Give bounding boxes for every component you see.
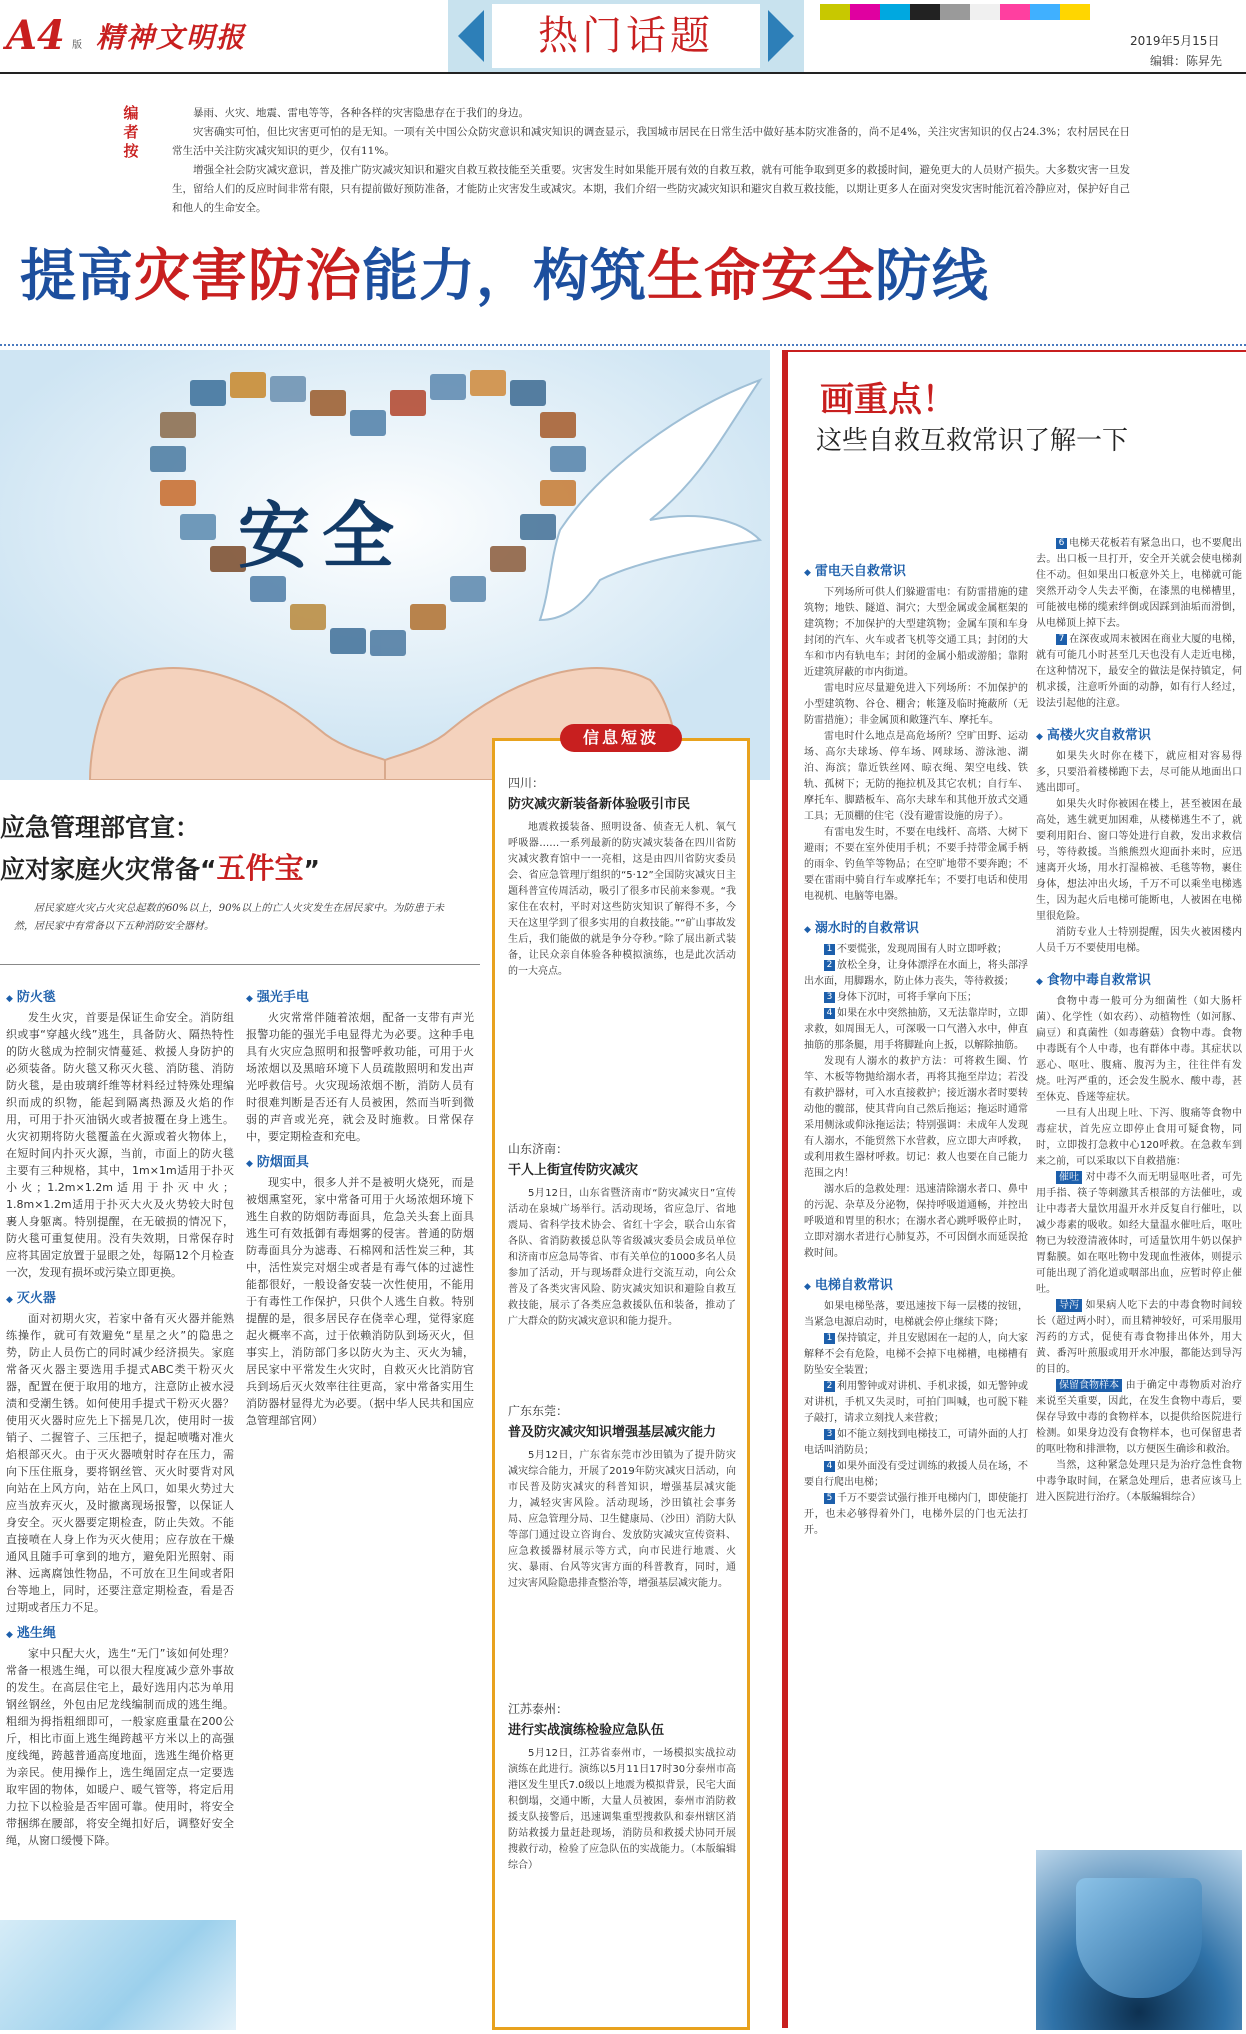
feature-paragraph: 发现有人溺水的救护方法：可将救生圈、竹竿、木板等物抛给溺水者，再将其拖至岸边；若没有救护器材，可入水直接救护；接近溺水者时要转动他的髋部，使其背向自己然后拖运；拖运时通常采用侧泳或仰泳拖运法；特别强调：未成年人发现有人溺水，不能贸然下水营救，应立即大声呼救，或利用救生器材呼救。切记：救人也要在自己能力范围之内！ <box>804 1056 1028 1179</box>
section-text: 现实中，很多人并不是被明火烧死，而是被烟熏窒死，家中常备可用于火场浓烟环境下逃生自救的防烟防毒面具，危急关头套上面具逃生可有效抵御有毒烟雾的侵害。普通的防烟防毒面具分为滤毒、石棉网和活性炭三种，其中，活性炭完对烟尘或者是有毒气体的过滤性能都很好，一般设备安装一次性使用，不能用于有毒性工作保护，只供个人逃生自救。特别提醒的是，很多居民存在侥幸心理，觉得家庭起火概率不高，过于依赖消防队到场灭火，但事实上，消防部门多以防火为主、灭火为辅，居民家中平常发生火灾时，自救灭火比消防官兵到场后灭火效率往往更高，家中常备实用生消防器材显得尤为必要。（据中华人民共和国应急管理部官网） <box>246 1176 474 1427</box>
section-title: 热门话题 <box>538 13 714 59</box>
feature-paragraph: 5 千万不要尝试强行推开电梯内门，即使能打开，也未必够得着外门，电梯外层的门也无法打开。 <box>804 1493 1028 1536</box>
article-column-2 <box>246 980 474 2020</box>
feature-section-heading: ◆ 雷电天自救常识 <box>804 560 1028 579</box>
news-headline: 普及防灾减灾知识增强基层减灾能力 <box>508 1425 717 1440</box>
news-item <box>508 1140 736 1330</box>
color-swatch <box>850 4 880 20</box>
section-title-box <box>492 4 760 68</box>
news-headline: 进行实战演练检验应急队伍 <box>508 1723 665 1738</box>
feature-paragraph: 2 放松全身，让身体漂浮在水面上，将头部浮出水面，用脚踢水，防止体力丧失，等待救援； <box>804 960 1028 987</box>
section-heading: ◆ 灭火器 <box>6 1287 234 1306</box>
feature-paragraph: 导泻 如果病人吃下去的中毒食物时间较长（超过两小时），而且精神较好，可采用服用泻药的方式，促使有毒食物排出体外，用大黄、番泻叶煎服或用开水冲服，都能达到导泻的目的。 <box>1036 1300 1242 1375</box>
feature-paragraph: 有雷电发生时，不要在电线杆、高塔、大树下避雨；不要在室外使用手机；不要手持带金属手柄的雨伞、钓鱼竿等物品；在空旷地带不要奔跑；不要在雷雨中骑自行车或摩托车；不要打电话和使用电视机、电脑等电器。 <box>804 827 1028 902</box>
feature-paragraph: 雷电时什么地点是高危场所？空旷田野、运动场、高尔夫球场、停车场、网球场、游泳池、湖泊、海滨；靠近铁丝网、晾衣绳、架空电线、铁轨、孤树下；无防的拖拉机及其它农机；自行车、摩托车、脚踏板车、高尔夫球车和其他开放式交通工具；无顶棚的住宅（没有避雷设施的房子）。 <box>804 731 1028 822</box>
feature-column-1 <box>804 548 1028 2028</box>
color-swatch <box>1000 4 1030 20</box>
page-suffix: 版 <box>72 40 82 51</box>
headline-divider <box>0 344 1246 346</box>
article-divider <box>0 964 480 965</box>
shield-icon <box>1076 1878 1202 1998</box>
feature-title: 这些自救互救常识了解一下 <box>816 426 1129 456</box>
banner-right-arrow-icon <box>768 10 794 62</box>
feature-paragraph: 2 利用警钟或对讲机、手机求援，如无警钟或对讲机，手机又失灵时，可拍门叫喊，也可脱下鞋子敲打，请求立刻找人来营救； <box>804 1381 1028 1424</box>
article-headline-line1: 应急管理部官宣： <box>0 813 201 842</box>
hero-title: 安全 <box>238 494 407 578</box>
section-text: 火灾常常伴随着浓烟，配备一支带有声光报警功能的强光手电显得尤为必要。这种手电具有火灾应急照明和报警呼救功能，可用于火场浓烟以及黑暗环境下人员疏散照明和发出声光呼救信号。火灾现场浓烟不断，消防人员有时很难判断是否还有人员被困，然而当听到微弱的声音或光亮，就会及时施救。日常保存中，要定期检查和充电。 <box>246 1011 474 1143</box>
section-heading: ◆ 逃生绳 <box>6 1622 234 1641</box>
step-number-badge: 5 <box>824 1493 835 1504</box>
color-swatch <box>970 4 1000 20</box>
step-number-badge: 3 <box>824 1429 835 1440</box>
feature-paragraph: 4 如果在水中突然抽筋，又无法靠岸时，立即求救，如周围无人，可深吸一口气潜入水中，伸直抽筋的那条腿，用手将脚趾向上扳，以解除抽筋。 <box>804 1008 1028 1051</box>
feature-paragraph: 消防专业人士特别提醒，因失火被困楼内人员千万不要使用电梯。 <box>1036 927 1242 954</box>
feature-section-heading: ◆ 高楼火灾自救常识 <box>1036 724 1242 743</box>
feature-paragraph: 1 不要慌张，发现周围有人时立即呼救； <box>804 942 1028 958</box>
headline-highlight: 灾害防治 <box>134 244 362 309</box>
method-tag: 保留食物样本 <box>1056 1379 1122 1392</box>
editor-note-paragraph: 灾害确实可怕，但比灾害更可怕的是无知。一项有关中国公众防灾意识和减灾知识的调查显示，我国城市居民在日常生活中做好基本防灾准备的，尚不足4%，关注灾害知识的仅占24.3%；农村居民在日常生活中关注防灾减灾知识的更少，仅有11%。 <box>172 126 1130 157</box>
feature-paragraph: 7 在深夜或周末被困在商业大厦的电梯，就有可能几小时甚至几天也没有人走近电梯，在这种情况下，最安全的做法是保持镇定，伺机求援，注意听外面的动静，如有行人经过，设法引起他的注意。 <box>1036 634 1242 709</box>
hero-illustration <box>0 350 770 780</box>
feature-paragraph: 保留食物样本 由于确定中毒物质对治疗来说至关重要，因此，在发生食物中毒后，要保存导致中毒的食物样本，以提供给医院进行检测。如果身边没有食物样本，也可保留患者的呕吐物和排泄物，以方便医生确诊和救治。 <box>1036 1380 1242 1455</box>
step-number-badge: 4 <box>824 1008 835 1019</box>
feature-paragraph: 下列场所可供人们躲避雷电：有防雷措施的建筑物；地铁、隧道、洞穴；大型金属或金属框架的建筑物；不加保护的大型建筑物；金属车顶和车身封闭的汽车、火车或者飞机等交通工具；封闭的大车和市内有轨电车；封闭的金属小船或游船；靠附近建筑屏蔽的市内街道。 <box>804 587 1028 678</box>
feature-section-heading: ◆ 电梯自救常识 <box>804 1274 1028 1293</box>
newspaper-logo: 精神文明报 <box>96 21 247 54</box>
news-briefs-label: 信息短波 <box>560 724 682 752</box>
masthead <box>0 0 1246 72</box>
news-text: 5月12日，广东省东莞市沙田镇为了提升防灾减灾综合能力，开展了2019年防灾减灾日活动，向市民普及防灾减灾的科普知识，增强基层减灾能力，减轻灾害风险。活动现场，沙田镇社会事务局、应急管理分局、卫生健康局、（沙田）消防大队等部门通过设立咨询台、发放防灾减灾宣传资料、应急救援器材展示等方式，向市民进行地震、火灾、暴雨、台风等灾害方面的科普教育，同时，通过灾害风险隐患排查整治等，增强基层减灾能力。 <box>508 1450 736 1589</box>
news-headline: 防灾减灾新装备新体验吸引市民 <box>508 797 691 812</box>
color-swatch <box>910 4 940 20</box>
editor-credit: 编辑：陈昇先 <box>1150 54 1223 68</box>
news-location: 四川： <box>508 776 545 790</box>
article-column-1 <box>6 980 234 2020</box>
section-text: 发生火灾，首要是保证生命安全。消防组织或事“穿越火线”逃生，具备防火、隔热特性的防火毯成为控制灾情蔓延、救援人身防护的必须装备。防火毯又称灭火毯、消防毯、消防防火毯，是由玻璃纤维等材料经过特殊处理编织而成的织物，能起到隔离热源及火焰的作用，可用于扑灭油锅火或者披覆在身上逃生。火灾初期将防火毯覆盖在火源或着火物体上，在短时间内扑灭火源，当前，市面上的防火毯主要有三种规格，其中，1m×1m适用于扑灭小火；1.2m×1.2m适用于扑灭中火；1.8m×1.2m适用于扑灭大火及火势较大时包裹人身躯离。特别提醒，在无破损的情况下，防火毯可重复使用。没有失效期，日常保存时应将其固定放置于显眼之处，每隔12个月检查一次，发现有损坏或污染立即更换。 <box>6 1011 234 1279</box>
section-banner <box>448 0 804 72</box>
step-number-badge: 3 <box>824 992 835 1003</box>
news-location: 山东济南： <box>508 1142 569 1156</box>
article-lead <box>14 900 444 936</box>
headline-part: 能力，构筑 <box>362 244 647 309</box>
section-text: 家中只配大火，选生“无门”该如何处理？常备一根逃生绳，可以很大程度减少意外事故的发生。在高层住宅上，最好选用内芯为单用钢丝钢丝，外包由尼龙线编制而成的逃生绳。粗细为拇指粗细即可，一般家庭重量在200公斤，相比市面上逃生绳跨越平方米以上的高强度线绳，跨越普通高度地面，选逃生绳价格更为亲民。使用操作上，选生绳固定点一定要选取牢固的物体，如暖户、暖气管等，将定后用力拉下以检验是否牢固可靠。使用时，将安全带捆绑在腰部，将安全绳扣好后，调整好安全绳，从窗口缓慢下降。 <box>6 1647 234 1847</box>
feature-paragraph: 4 如果外面没有受过训练的救援人员在场，不要自行爬出电梯； <box>804 1461 1028 1488</box>
section-heading: ◆ 强光手电 <box>246 986 474 1005</box>
method-tag: 导泻 <box>1056 1299 1082 1312</box>
feature-paragraph: 一旦有人出现上吐、下泻、腹痛等食物中毒症状，首先应立即停止食用可疑食物，同时，立即拨打急救中心120呼救。在急救车到来之前，可以采取以下自救措施： <box>1036 1108 1242 1167</box>
news-location: 广东东莞： <box>508 1404 569 1418</box>
issue-date: 2019年5月15日 <box>1130 34 1220 48</box>
main-headline <box>20 232 1246 312</box>
feature-paragraph: 雷电时应尽量避免进入下列场所：不加保护的小型建筑物、谷仓、棚舍；帐篷及临时掩蔽所（无防雷措施）；非金属顶和敞篷汽车、摩托车。 <box>804 683 1028 726</box>
step-number-badge: 6 <box>1056 538 1067 549</box>
feature-paragraph: 食物中毒一般可分为细菌性（如大肠杆菌）、化学性（如农药）、动植物性（如河豚、扁豆）和真菌性（如毒蘑菇）食物中毒。食物中毒既有个人中毒，也有群体中毒。其症状以恶心、呕吐、腹痛、腹泻为主，往往伴有发烧。吐泻严重的，还会发生脱水、酸中毒，甚至休克、昏迷等症状。 <box>1036 996 1242 1103</box>
feature-paragraph: 当然，这种紧急处理只是为治疗急性食物中毒争取时间，在紧急处理后，患者应该马上进入医院进行治疗。（本版编辑综合） <box>1036 1460 1242 1503</box>
step-number-badge: 2 <box>824 1381 835 1392</box>
section-text: 面对初期火灾，若家中备有灭火器并能熟练操作，就可有效避免“星星之火”的隐患之势，防止人员伤亡的同时减少经济损失。家庭常备灭火器主要选用手提式ABC类干粉灭火器，配置在便于取用的地方，注意防止被水浸渍和受潮生锈。如何使用手提式干粉灭火器？使用灭火器时应先上下摇晃几次，使用时一拔销子、二握管子、三压把子，提起喷嘴对准火焰根部灭火。由于灭火器喷射时存在压力，需向下压住瓶身，要将钢丝管、灭火时要背对风向站在上风方向，站在上风口，如果火势过大应当放弃灭火，及时撤离现场报警，以保证人身安全。灭火器要定期检查，防止失效。不能直接喷在人身上作为灭火使用；应存放在干燥通风且随手可拿到的地方，避免阳光照射、雨淋、远离腐蚀性物品，不可放在卫生间或者阳台等地上，同时，还要注意定期检查，看是否过期或者压力不足。 <box>6 1312 234 1614</box>
news-location: 江苏泰州： <box>508 1702 569 1716</box>
headline-highlight: 五件宝 <box>216 851 304 885</box>
feature-paragraph: 1 保持镇定，并且安慰困在一起的人，向大家解释不会有危险，电梯不会掉下电梯槽，电梯槽有防坠安全装置； <box>804 1333 1028 1376</box>
news-headline: 干人上街宣传防灾减灾 <box>508 1163 639 1178</box>
color-swatch <box>820 4 850 20</box>
feature-section-heading: ◆ 溺水时的自救常识 <box>804 917 1028 936</box>
feature-paragraph: 催吐 对中毒不久而无明显呕吐者，可先用手指、筷子等刺激其舌根部的方法催吐，或让中毒者大量饮用温开水并反复自行催吐，以减少毒素的吸收。如经大量温水催吐后，呕吐物已为较澄清液体时，可适量饮用牛奶以保护胃黏膜。如在呕吐物中发现血性液体，则提示可能出现了消化道或咽部出血，应暂时停止催吐。 <box>1036 1172 1242 1295</box>
method-tag: 催吐 <box>1056 1171 1082 1184</box>
feature-paragraph: 如果电梯坠落，要迅速按下每一层楼的按钮，当紧急电源启动时，电梯就会停止继续下降； <box>804 1301 1028 1328</box>
print-color-bar <box>820 4 1090 20</box>
editor-note-paragraph: 暴雨、火灾、地震、雷电等等，各种各样的灾害隐患存在于我们的身边。 <box>193 107 529 119</box>
feature-paragraph: 3 身体下沉时，可将手掌向下压； <box>804 990 1028 1006</box>
news-item <box>508 1402 736 1592</box>
color-swatch <box>880 4 910 20</box>
step-number-badge: 7 <box>1056 634 1067 645</box>
feature-kicker: 画重点！ <box>820 380 956 420</box>
banner-left-arrow-icon <box>458 10 484 62</box>
header-divider <box>0 72 1246 74</box>
editor-note-paragraph: 增强全社会防灾减灾意识，普及推广防灾减灾知识和避灾自救互救技能至关重要。灾害发生时如果能开展有效的自救互救，就有可能争取到更多的救援时间，避免更大的人员财产损失。大多数灾害一旦发生，留给人们的反应时间非常有限，只有提前做好预防准备，才能防止灾害发生或减灾。本期，我们介绍一些防灾减灾知识和避灾自救互救技能，以期让更多人在面对突发灾害时能沉着冷静应对，保护好自己和他人的生命安全。 <box>172 164 1130 214</box>
feature-section-heading: ◆ 食物中毒自救常识 <box>1036 969 1242 988</box>
headline-highlight: 生命安全 <box>647 244 875 309</box>
page-number: A4 <box>6 12 65 59</box>
feature-paragraph: 3 如不能立刻找到电梯技工，可请外面的人打电话叫消防员； <box>804 1429 1028 1456</box>
headline-part: 防线 <box>875 244 989 309</box>
feature-paragraph: 如果失火时你在楼下，就应相对容易得多，只要沿着楼梯跑下去，尽可能从地面出口逃出即可。 <box>1036 751 1242 794</box>
article-headline-line2 <box>0 848 480 890</box>
color-swatch <box>1030 4 1060 20</box>
step-number-badge: 4 <box>824 1461 835 1472</box>
news-item <box>508 774 736 980</box>
editor-note <box>172 104 1130 214</box>
news-text: 地震救援装备、照明设备、侦查无人机、氧气呼吸器……一系列最新的防灾减灾装备在四川省防灾减灾教育馆中一一亮相，这是由四川省防灾委员会、省应急管理厅组织的“5·12”全国防灾减灾日主题科普宣传周活动，吸引了很多市民前来参观。“我家住在农村，平时对这些防灾知识了解得不多，今天在这里学到了很多实用的自救技能。”“矿山事故发生后，我们能做的就是争分夺秒。”除了展出新式装备，让民众亲自体验各种模拟演练，也是此次活动的一大亮点。 <box>508 822 736 977</box>
city-shield-photo <box>1036 1850 1242 2030</box>
article-headline <box>0 808 480 890</box>
section-heading: ◆ 防烟面具 <box>246 1151 474 1170</box>
news-text: 5月12日，江苏省泰州市，一场模拟实战拉动演练在此进行。演练以5月11日17时30分泰州市高港区发生里氏7.0级以上地震为模拟背景，民宅大面积倒塌，交通中断，大量人员被困，泰州市消防救援支队接警后，迅速调集重型搜救队和泰州辖区消防站救援力量赶赴现场，消防员和救援犬协同开展搜救行动，检验了应急队伍的实战能力。（本版编辑综合） <box>508 1748 736 1871</box>
feature-paragraph: 如果失火时你被困在楼上，甚至被困在最高处，逃生就更加困难，从楼梯逃生不了，就要利用阳台、窗口等处进行自救，发出求救信号，等待救援。当熊熊烈火迎面扑来时，应迅速离开火场，用水打湿棉被、毛毯等物，裹住身体，想法冲出火场，千万不可以乘坐电梯逃生，因为起火后电梯可能断电，人被困在电梯里很危险。 <box>1036 799 1242 922</box>
editor-note-label: 编者按 <box>123 104 139 160</box>
news-text: 5月12日，山东省暨济南市“防灾减灾日”宣传活动在泉城广场举行。活动现场，省应急厅、省地震局、省科学技术协会、省红十字会，联合山东省各队、省消防救援总队等省级减灾委员会成员单位和济南市应急局等省、市有关单位的1000多名人员参加了活动，开与现场群众进行交流互动，向公众普及了各类灾害风险、防灾减灾知识和避险自救互救技能，展示了各类应急救援队伍和装备，推动了广大群众的防灾减灾意识和能力提升。 <box>508 1188 736 1327</box>
color-swatch <box>1060 4 1090 20</box>
headline-text: ” <box>303 855 320 884</box>
step-number-badge: 2 <box>824 960 835 971</box>
color-swatch <box>940 4 970 20</box>
headline-text: 应对家庭火灾常备“ <box>0 855 217 884</box>
stairs-photo <box>0 1920 236 2030</box>
feature-paragraph: 6 电梯天花板若有紧急出口，也不要爬出去。出口板一旦打开，安全开关就会使电梯刹住不动。但如果出口板意外关上，电梯就可能突然开动令人失去平衡，在漆黑的电梯槽里，可能被电梯的缆索绊倒或因踩到油垢而滑倒，从电梯顶上掉下去。 <box>1036 538 1242 629</box>
feature-column-2 <box>1036 536 1242 2032</box>
article-lead-text: 居民家庭火灾占火灾总起数的60%以上，90%以上的亡人火灾发生在居民家中。为防患于未然，居民家中有常备以下五种消防安全器材。 <box>14 903 444 932</box>
feature-paragraph: 溺水后的急救处理：迅速清除溺水者口、鼻中的污泥、杂草及分泌物，保持呼吸道通畅，并控出呼吸道和胃里的积水；在溺水者心跳呼吸停止时，立即对溺水者进行心肺复苏，不可因倒水而延误抢救时间。 <box>804 1184 1028 1259</box>
step-number-badge: 1 <box>824 944 835 955</box>
section-heading: ◆ 防火毯 <box>6 986 234 1005</box>
news-item <box>508 1700 736 1874</box>
headline-part: 提高 <box>20 244 134 309</box>
step-number-badge: 1 <box>824 1333 835 1344</box>
